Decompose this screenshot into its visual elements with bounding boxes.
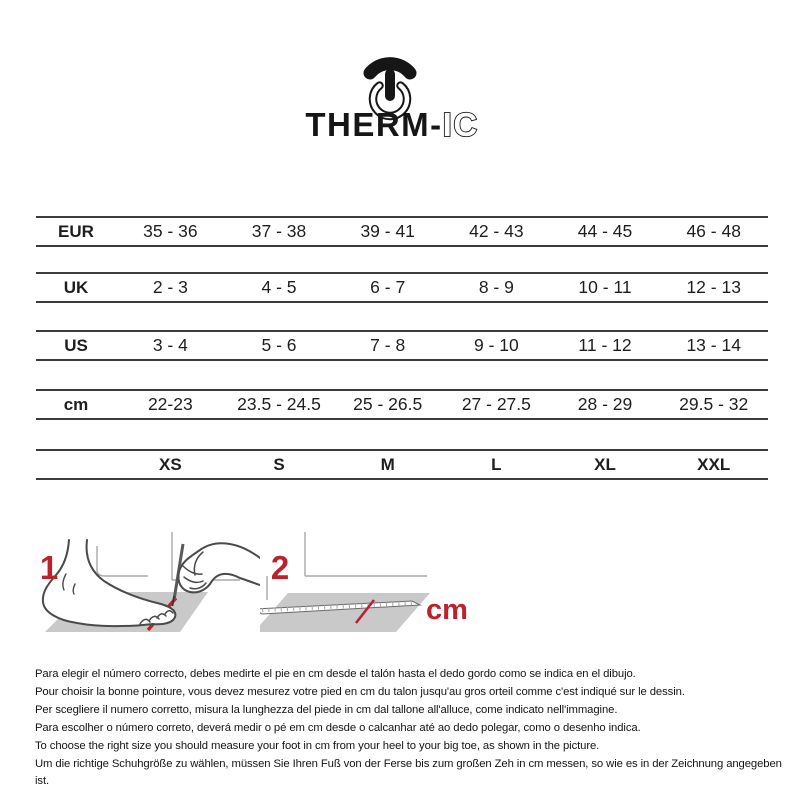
size-cell: 10 - 11 (578, 277, 632, 297)
ruler-measure-illustration (260, 530, 490, 665)
row-label: UK (63, 277, 89, 297)
size-cell: 7 - 8 (370, 335, 406, 355)
size-cell: 44 - 45 (577, 221, 633, 241)
table-row-sizes (36, 449, 768, 480)
size-cell: 2 - 3 (152, 277, 188, 297)
brand-name: THERM-IC (305, 106, 479, 143)
row-label: cm (63, 394, 89, 414)
size-cell: XL (594, 454, 616, 474)
size-cell: 5 - 6 (261, 335, 297, 355)
size-cell: L (491, 454, 502, 474)
instructions-text-block (35, 666, 797, 791)
table-row-us (36, 330, 768, 361)
foot-measure-illustration (30, 530, 260, 665)
size-cell: 42 - 43 (469, 221, 524, 241)
size-cell: 37 - 38 (251, 221, 307, 241)
size-cell: 4 - 5 (261, 277, 297, 297)
size-cell: 23.5 - 24.5 (237, 394, 321, 414)
size-cell: 6 - 7 (370, 277, 406, 297)
logo (0, 52, 800, 144)
row-label: US (64, 335, 88, 355)
instruction-line-fr: Pour choisir la bonne pointure, vous devez mesurez votre pied en cm du talon jusqu'au gros orteil comme c'est indiqué sur le dessin. (35, 685, 685, 698)
instruction-line-de: Um die richtige Schuhgröße zu wählen, müssen Sie Ihren Fuß von der Ferse bis zum großen Zeh in cm messen, so wie es in der Zeichnung angegeben ist. (35, 757, 782, 788)
size-cell: 28 - 29 (577, 394, 633, 414)
size-cell: 11 - 12 (578, 335, 632, 355)
size-cell: 29.5 - 32 (679, 394, 749, 414)
size-cell: 13 - 14 (686, 335, 741, 355)
step-1-number: 1 (39, 549, 59, 586)
size-cell: 12 - 13 (686, 277, 741, 297)
size-cell: 22-23 (147, 394, 193, 414)
table-row-eur (36, 216, 768, 247)
cm-unit-label: cm (426, 594, 468, 626)
size-cell: XS (158, 454, 182, 474)
size-cell: 39 - 41 (360, 221, 415, 241)
size-cell: 27 - 27.5 (461, 394, 531, 414)
size-cell: 8 - 9 (478, 277, 514, 297)
size-cell: 3 - 4 (152, 335, 188, 355)
row-label: EUR (58, 221, 94, 241)
step-2-number: 2 (270, 549, 290, 586)
size-cell: S (273, 454, 285, 474)
therm-ic-logo-icon (290, 52, 510, 144)
wall-corner-line (97, 546, 148, 576)
size-table (36, 216, 768, 480)
hand-outline (178, 543, 260, 592)
instruction-line-es: Para elegir el número correcto, debes medirte el pie en cm desde el talón hasta el dedo gordo como se indica en el dibujo. (35, 668, 636, 680)
table-row-uk (36, 272, 768, 303)
size-cell: 46 - 48 (686, 221, 741, 241)
instruction-line-en: To choose the right size you should measure your foot in cm from your heel to your big toe, as shown in the picture. (35, 739, 600, 752)
measuring-diagrams (30, 530, 490, 665)
room-corner-lines (267, 532, 427, 600)
instruction-line-it: Per scegliere il numero corretto, misura la lunghezza del piede in cm dal tallone all'alluce, come indicato nell'immagine. (35, 703, 618, 716)
table-row-cm (36, 389, 768, 420)
instruction-line-pt: Para escolher o número correto, deverá medir o pé em cm desde o calcanhar até ao dedo polegar, como o desenho indica. (35, 721, 641, 734)
size-cell: XXL (697, 454, 731, 474)
size-cell: 9 - 10 (473, 335, 519, 355)
size-cell: 25 - 26.5 (353, 394, 423, 414)
size-cell: 35 - 36 (143, 221, 198, 241)
size-cell: M (380, 454, 395, 474)
